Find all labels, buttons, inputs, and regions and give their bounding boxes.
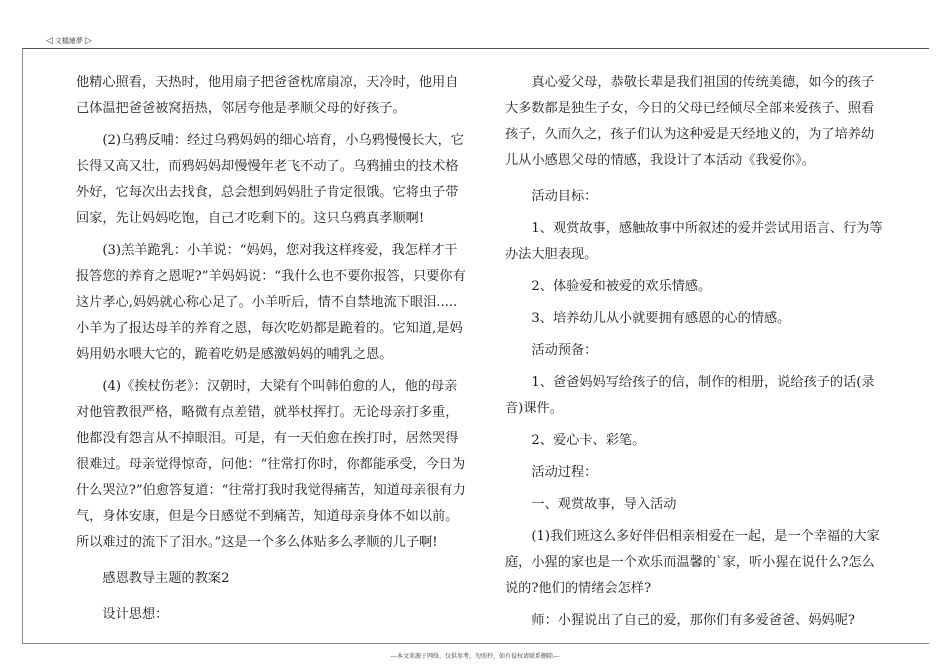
paragraph: 1、爸爸妈妈写给孩子的信，制作的相册，说给孩子的话(录音)课件。 [505,375,875,416]
paragraph: 活动目标： [531,189,598,204]
paragraph: 1、观赏故事，感触故事中所叙述的爱并尝试用语言、行为等办法大胆表现。 [505,221,883,262]
header [46,36,92,46]
paragraph: (2)乌鸦反哺：经过乌鸦妈妈的细心培育，小乌鸦慢慢长大，它长得又高又壮，而鸦妈妈却慢慢年老飞不动了。乌鸦捕虫的技术格外好，它每次出去找食，总会想到妈妈肚子肯定很饿。它将虫子带回家，先让妈妈吃饱，自己才吃剩下的。这只乌鸦真孝顺啊! [76,133,464,226]
paragraph: 设计思想： [102,607,169,622]
paragraph: 3、培养幼儿从小就要拥有感恩的心的情感。 [531,311,791,326]
paragraph: 一、观赏故事，导入活动 [531,497,677,512]
paragraph: (4)《挨杖伤老》：汉朝时，大梁有个叫韩伯愈的人，他的母亲对他管教很严格，略微有点差错，就举杖挥打。无论母亲打多重，他都没有怨言从不掉眼泪。可是，有一天伯愈在挨打时，居然哭得很难过。母亲觉得惊奇，问他：“往常打你时，你都能承受，今日为什么哭泣?”伯愈答复道：“往常打我时我觉得痛苦，知道母亲很有力气，身体安康，但是今日感觉不到痛苦，知道母亲身体不如以前。所以难过的流下了泪水。”这是一个多么体贴多么孝顺的儿子啊! [76,379,466,550]
paragraph: 师：小猩说出了自己的爱，那你们有多爱爸爸、妈妈呢? [531,613,855,628]
paragraph: 活动预备： [531,343,598,358]
paragraph: (3)羔羊跪乳：小羊说：“妈妈，您对我这样疼爱，我怎样才干报答您的养育之恩呢?”羊妈妈说：“我什么也不要你报答，只要你有这片孝心,妈妈就心称心足了。小羊听后，情不自禁地流下眼泪.....小羊为了报达母羊的养育之恩，每次吃奶都是跪着的。它知道,是妈妈用奶水喂大它的，跪着吃奶是感激妈妈的哺乳之恩。 [76,243,466,362]
paragraph: 他精心照看，天热时，他用扇子把爸爸枕席扇凉，天冷时，他用自己体温把爸爸被窝捂热，邻居夸他是孝顺父母的好孩子。 [76,75,459,116]
paragraph: 2、体验爱和被爱的欢乐情感。 [531,279,712,294]
right-column [505,70,885,634]
paragraph: 活动过程： [531,465,598,480]
left-column [76,70,468,628]
left-arrow-icon: ◁ [46,36,53,46]
paragraph: (1)我们班这么多好伴侣相亲相爱在一起，是一个幸福的大家庭，小猩的家也是一个欢乐而温馨的`家，听小猩在说什么?怎么说的?他们的情绪会怎样? [505,529,880,596]
footer-disclaimer: ---本文来源于网络，仅供参考，勿照抄，如有侵权请联系删除--- [390,653,560,660]
paragraph: 真心爱父母，恭敬长辈是我们祖国的传统美德，如今的孩子大多数都是独生子女，今日的父母已经倾尽全部来爱孩子、照看孩子，久而久之，孩子们认为这种爱是天经地义的，为了培养幼儿从小感恩父母的情感，我设计了本活动《我爱你》。 [505,75,875,168]
section-title: 感恩教导主题的教案2 [102,571,230,586]
paragraph: 2、爱心卡、彩笔。 [531,433,646,448]
logo-text: 文檔繪夢 [54,37,83,45]
right-arrow-icon: ▷ [84,36,92,46]
